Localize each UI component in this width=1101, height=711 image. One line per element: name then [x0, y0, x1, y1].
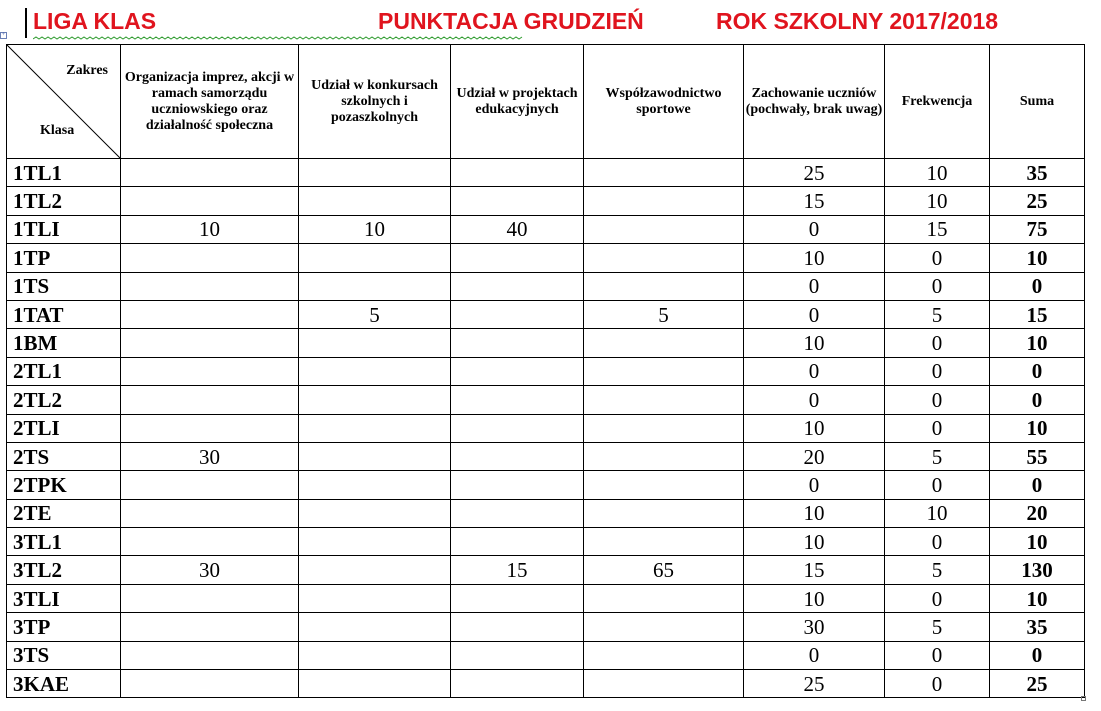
cell-proj: 40 — [451, 215, 584, 243]
cell-konk — [299, 471, 451, 499]
cell-konk — [299, 613, 451, 641]
cell-suma: 10 — [990, 329, 1085, 357]
table-row — [7, 499, 1085, 527]
cell-proj — [451, 471, 584, 499]
cell-org — [121, 187, 299, 215]
cell-zach: 0 — [744, 357, 885, 385]
cell-org — [121, 528, 299, 556]
cell-zach: 15 — [744, 187, 885, 215]
cell-zach: 10 — [744, 329, 885, 357]
header-organizacja: Organizacja imprez, akcji w ramach samorządu uczniowskiego oraz działalność społeczna — [121, 45, 299, 159]
table-row — [7, 159, 1085, 187]
cell-klasa: 2TL2 — [7, 386, 121, 414]
cell-konk — [299, 329, 451, 357]
cell-sport: 5 — [584, 300, 744, 328]
cell-frek: 0 — [885, 584, 990, 612]
cell-klasa: 2TS — [7, 442, 121, 470]
title-punktacja: PUNKTACJA GRUDZIEŃ — [378, 8, 644, 34]
cell-konk: 10 — [299, 215, 451, 243]
cell-proj — [451, 613, 584, 641]
cell-konk — [299, 357, 451, 385]
cell-klasa: 3TP — [7, 613, 121, 641]
cell-sport — [584, 244, 744, 272]
cell-klasa: 2TPK — [7, 471, 121, 499]
cell-sport — [584, 471, 744, 499]
cell-suma: 0 — [990, 357, 1085, 385]
cell-konk — [299, 159, 451, 187]
header-suma: Suma — [990, 45, 1085, 159]
cell-zach: 0 — [744, 215, 885, 243]
cell-klasa: 3TL2 — [7, 556, 121, 584]
cell-proj: 15 — [451, 556, 584, 584]
cell-suma: 0 — [990, 471, 1085, 499]
cell-org — [121, 613, 299, 641]
cell-frek: 0 — [885, 386, 990, 414]
cell-konk — [299, 641, 451, 669]
cell-proj — [451, 414, 584, 442]
cell-org — [121, 300, 299, 328]
cell-zach: 10 — [744, 244, 885, 272]
header-projekty: Udział w projektach edukacyjnych — [451, 45, 584, 159]
cell-proj — [451, 386, 584, 414]
cell-sport — [584, 386, 744, 414]
cell-org — [121, 471, 299, 499]
cell-suma: 0 — [990, 272, 1085, 300]
cell-klasa: 1TLI — [7, 215, 121, 243]
league-table — [6, 44, 1085, 698]
cell-konk — [299, 499, 451, 527]
cell-frek: 5 — [885, 613, 990, 641]
cell-sport — [584, 442, 744, 470]
cell-frek: 10 — [885, 499, 990, 527]
cell-sport — [584, 187, 744, 215]
cell-proj — [451, 442, 584, 470]
table-row — [7, 442, 1085, 470]
table-row — [7, 300, 1085, 328]
cell-konk: 5 — [299, 300, 451, 328]
spellcheck-squiggle — [33, 36, 523, 40]
table-move-handle-icon[interactable]: + — [1, 32, 6, 38]
cell-klasa: 3TS — [7, 641, 121, 669]
cell-frek: 10 — [885, 187, 990, 215]
cell-zach: 15 — [744, 556, 885, 584]
cell-org: 30 — [121, 442, 299, 470]
cell-suma: 55 — [990, 442, 1085, 470]
cell-zach: 10 — [744, 528, 885, 556]
title-rok-szkolny: ROK SZKOLNY 2017/2018 — [716, 8, 999, 34]
header-row — [7, 45, 1085, 159]
table-row — [7, 584, 1085, 612]
table-body — [7, 159, 1085, 698]
cell-klasa: 2TLI — [7, 414, 121, 442]
cell-zach: 10 — [744, 414, 885, 442]
cell-konk — [299, 414, 451, 442]
cell-konk — [299, 442, 451, 470]
cell-suma: 15 — [990, 300, 1085, 328]
cell-klasa: 3TL1 — [7, 528, 121, 556]
cell-org — [121, 670, 299, 698]
cell-sport — [584, 528, 744, 556]
cell-konk — [299, 187, 451, 215]
cell-frek: 0 — [885, 272, 990, 300]
cell-org: 10 — [121, 215, 299, 243]
table-row — [7, 187, 1085, 215]
table-row — [7, 556, 1085, 584]
cell-klasa: 3TLI — [7, 584, 121, 612]
table-row — [7, 244, 1085, 272]
cell-org — [121, 386, 299, 414]
cell-proj — [451, 159, 584, 187]
header-zachowanie: Zachowanie uczniów (pochwały, brak uwag) — [744, 45, 885, 159]
cell-frek: 5 — [885, 442, 990, 470]
cell-proj — [451, 244, 584, 272]
header-konkursy: Udział w konkursach szkolnych i pozaszkolnych — [299, 45, 451, 159]
cell-zach: 0 — [744, 272, 885, 300]
cell-frek: 0 — [885, 528, 990, 556]
cell-org: 30 — [121, 556, 299, 584]
cell-klasa: 3KAE — [7, 670, 121, 698]
cell-zach: 10 — [744, 499, 885, 527]
cell-proj — [451, 528, 584, 556]
header-frekwencja: Frekwencja — [885, 45, 990, 159]
cell-suma: 10 — [990, 584, 1085, 612]
diagonal-line — [7, 45, 120, 158]
cell-sport — [584, 329, 744, 357]
cell-frek: 5 — [885, 556, 990, 584]
cell-suma: 10 — [990, 244, 1085, 272]
cell-suma: 0 — [990, 641, 1085, 669]
cell-frek: 15 — [885, 215, 990, 243]
cell-frek: 5 — [885, 300, 990, 328]
cell-klasa: 2TE — [7, 499, 121, 527]
cell-klasa: 1TAT — [7, 300, 121, 328]
cell-konk — [299, 670, 451, 698]
cell-sport — [584, 215, 744, 243]
cell-konk — [299, 556, 451, 584]
table-row — [7, 414, 1085, 442]
cell-zach: 10 — [744, 584, 885, 612]
cell-zach: 0 — [744, 471, 885, 499]
table-row — [7, 613, 1085, 641]
cell-klasa: 1BM — [7, 329, 121, 357]
cell-frek: 0 — [885, 471, 990, 499]
corner-label-klasa: Klasa — [40, 123, 75, 138]
cell-konk — [299, 386, 451, 414]
cell-klasa: 1TL1 — [7, 159, 121, 187]
cell-sport — [584, 414, 744, 442]
cell-frek: 0 — [885, 357, 990, 385]
table-row — [7, 272, 1085, 300]
cell-frek: 0 — [885, 329, 990, 357]
text-cursor — [25, 8, 27, 38]
table-row — [7, 641, 1085, 669]
cell-zach: 0 — [744, 386, 885, 414]
title-liga-klas: LIGA KLAS — [33, 8, 157, 34]
cell-klasa: 1TL2 — [7, 187, 121, 215]
cell-zach: 25 — [744, 159, 885, 187]
header-sport: Współzawodnictwo sportowe — [584, 45, 744, 159]
cell-sport — [584, 159, 744, 187]
cell-konk — [299, 272, 451, 300]
table-resize-handle-icon[interactable] — [1081, 696, 1086, 701]
table-row — [7, 670, 1085, 698]
table-row — [7, 386, 1085, 414]
cell-proj — [451, 670, 584, 698]
cell-zach: 30 — [744, 613, 885, 641]
cell-proj — [451, 584, 584, 612]
cell-org — [121, 357, 299, 385]
cell-sport — [584, 670, 744, 698]
cell-suma: 130 — [990, 556, 1085, 584]
cell-sport — [584, 613, 744, 641]
cell-zach: 0 — [744, 641, 885, 669]
cell-suma: 25 — [990, 670, 1085, 698]
cell-zach: 0 — [744, 300, 885, 328]
cell-konk — [299, 244, 451, 272]
cell-sport — [584, 641, 744, 669]
cell-suma: 25 — [990, 187, 1085, 215]
cell-sport — [584, 272, 744, 300]
cell-suma: 10 — [990, 414, 1085, 442]
cell-proj — [451, 329, 584, 357]
cell-sport — [584, 357, 744, 385]
cell-klasa: 1TP — [7, 244, 121, 272]
cell-proj — [451, 300, 584, 328]
cell-frek: 0 — [885, 641, 990, 669]
cell-org — [121, 584, 299, 612]
table-row — [7, 329, 1085, 357]
cell-org — [121, 272, 299, 300]
cell-frek: 10 — [885, 159, 990, 187]
table-row — [7, 357, 1085, 385]
cell-org — [121, 414, 299, 442]
cell-konk — [299, 528, 451, 556]
cell-suma: 35 — [990, 613, 1085, 641]
table-row — [7, 215, 1085, 243]
cell-frek: 0 — [885, 414, 990, 442]
cell-suma: 0 — [990, 386, 1085, 414]
cell-klasa: 2TL1 — [7, 357, 121, 385]
cell-org — [121, 499, 299, 527]
cell-sport — [584, 584, 744, 612]
cell-org — [121, 159, 299, 187]
cell-org — [121, 244, 299, 272]
cell-konk — [299, 584, 451, 612]
cell-suma: 75 — [990, 215, 1085, 243]
cell-suma: 20 — [990, 499, 1085, 527]
cell-org — [121, 641, 299, 669]
cell-sport — [584, 499, 744, 527]
cell-zach: 20 — [744, 442, 885, 470]
cell-proj — [451, 272, 584, 300]
cell-frek: 0 — [885, 244, 990, 272]
table-row — [7, 471, 1085, 499]
cell-proj — [451, 357, 584, 385]
cell-klasa: 1TS — [7, 272, 121, 300]
cell-proj — [451, 187, 584, 215]
corner-label-zakres: Zakres — [66, 63, 108, 78]
cell-proj — [451, 641, 584, 669]
cell-org — [121, 329, 299, 357]
table-row — [7, 528, 1085, 556]
cell-sport: 65 — [584, 556, 744, 584]
cell-proj — [451, 499, 584, 527]
cell-suma: 10 — [990, 528, 1085, 556]
cell-zach: 25 — [744, 670, 885, 698]
corner-header — [7, 45, 121, 159]
cell-suma: 35 — [990, 159, 1085, 187]
cell-frek: 0 — [885, 670, 990, 698]
